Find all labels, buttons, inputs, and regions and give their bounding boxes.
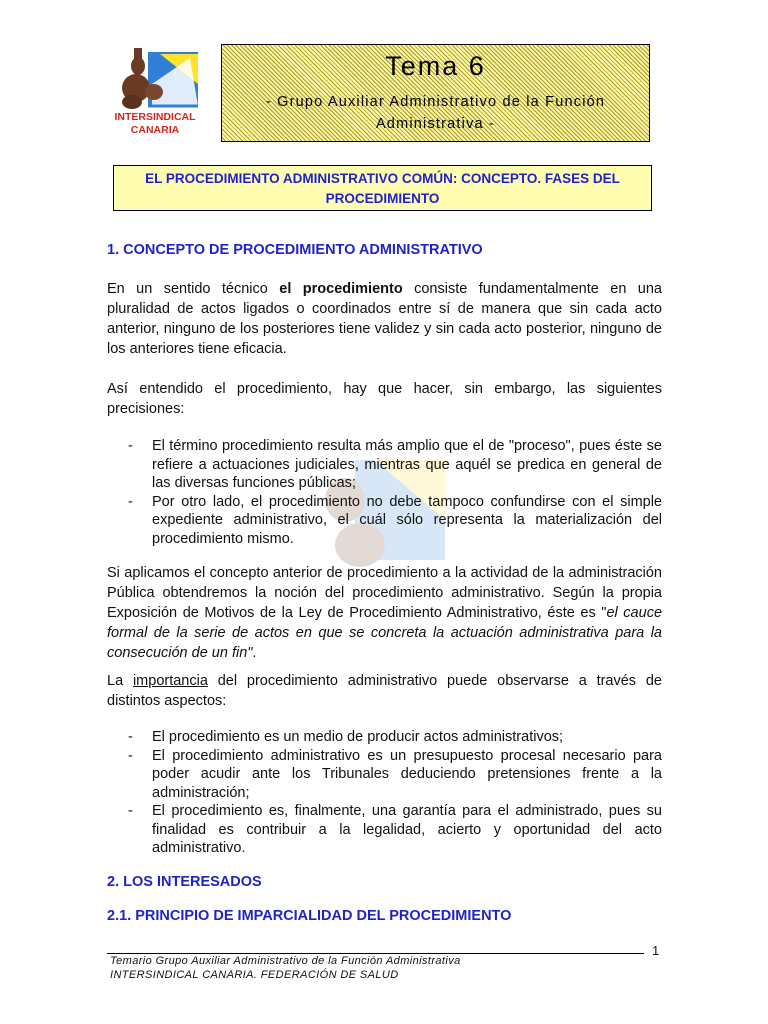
- paragraph-definition: En un sentido técnico el procedimiento consiste fundamentalmente en una pluralidad de actos ligados o coordinados entre sí de manera que sin cada acto anterior, ninguno de los posteriores tiene validez y sin cada acto posterior, ninguno de los anteriores tiene eficacia.: [107, 281, 662, 357]
- paragraph-ley: Si aplicamos el concepto anterior de procedimiento a la actividad de la administración Pública obtendremos la noción del procedimiento administrativo. Según la propia Exposición de Motivos de la Ley de Procedimiento Administrativo, éste es "el cauce formal de la serie de actos en que se concreta la actuación administrativa para la consecución de un fin".: [107, 565, 663, 661]
- paragraph-precisiones: Así entendido el procedimiento, hay que hacer, sin embargo, las siguientes precisiones:: [107, 381, 662, 417]
- document-subtitle: - Grupo Auxiliar Administrativo de la Función Administrativa -: [265, 94, 606, 132]
- bullet-list-aspectos: [107, 728, 662, 858]
- footer-text: Temario Grupo Auxiliar Administrativo de la Función Administrativa INTERSINDICAL CANARIA. FEDERACIÓN DE SALUD: [110, 955, 461, 981]
- list-item: - El procedimiento es, finalmente, una garantía para el administrado, pues su finalidad es contribuir a la legalidad, acierto y oportunidad del acto administrativo.: [128, 803, 662, 856]
- logo-text: INTERSINDICAL CANARIA: [114, 111, 196, 136]
- footer-rule: [107, 953, 644, 954]
- list-item: - Por otro lado, el procedimiento no debe tampoco confundirse con el simple expediente administrativo, el cuál sólo representa la materialización del procedimiento mismo.: [128, 493, 662, 547]
- document-title: Tema 6: [385, 51, 486, 81]
- list-item: - El procedimiento administrativo es un presupuesto procesal necesario para poder acudir ante los Tribunales deduciendo pretensiones frente a la administración;: [128, 747, 662, 801]
- list-item: - El término procedimiento resulta más amplio que el de "proceso", pues éste se refiere a actuaciones judiciales, mientras que aquél se predica en general de las diversas funciones públicas;: [128, 438, 662, 491]
- heading-interesados: 2. LOS INTERESADOS: [107, 874, 262, 890]
- page-number: 1: [652, 943, 660, 958]
- bullet-list-precisiones: [107, 437, 662, 548]
- list-item: - El procedimiento es un medio de producir actos administrativos;: [128, 729, 564, 745]
- paragraph-importancia: La importancia del procedimiento administrativo puede observarse a través de distintos aspectos:: [107, 673, 662, 709]
- header-box: [221, 44, 650, 142]
- heading-imparcialidad: 2.1. PRINCIPIO DE IMPARCIALIDAD DEL PROCEDIMIENTO: [107, 908, 512, 924]
- heading-concepto: 1. CONCEPTO DE PROCEDIMIENTO ADMINISTRATIVO: [107, 242, 483, 258]
- section-title-box: EL PROCEDIMIENTO ADMINISTRATIVO COMÚN: CONCEPTO. FASES DEL PROCEDIMIENTO: [113, 165, 652, 211]
